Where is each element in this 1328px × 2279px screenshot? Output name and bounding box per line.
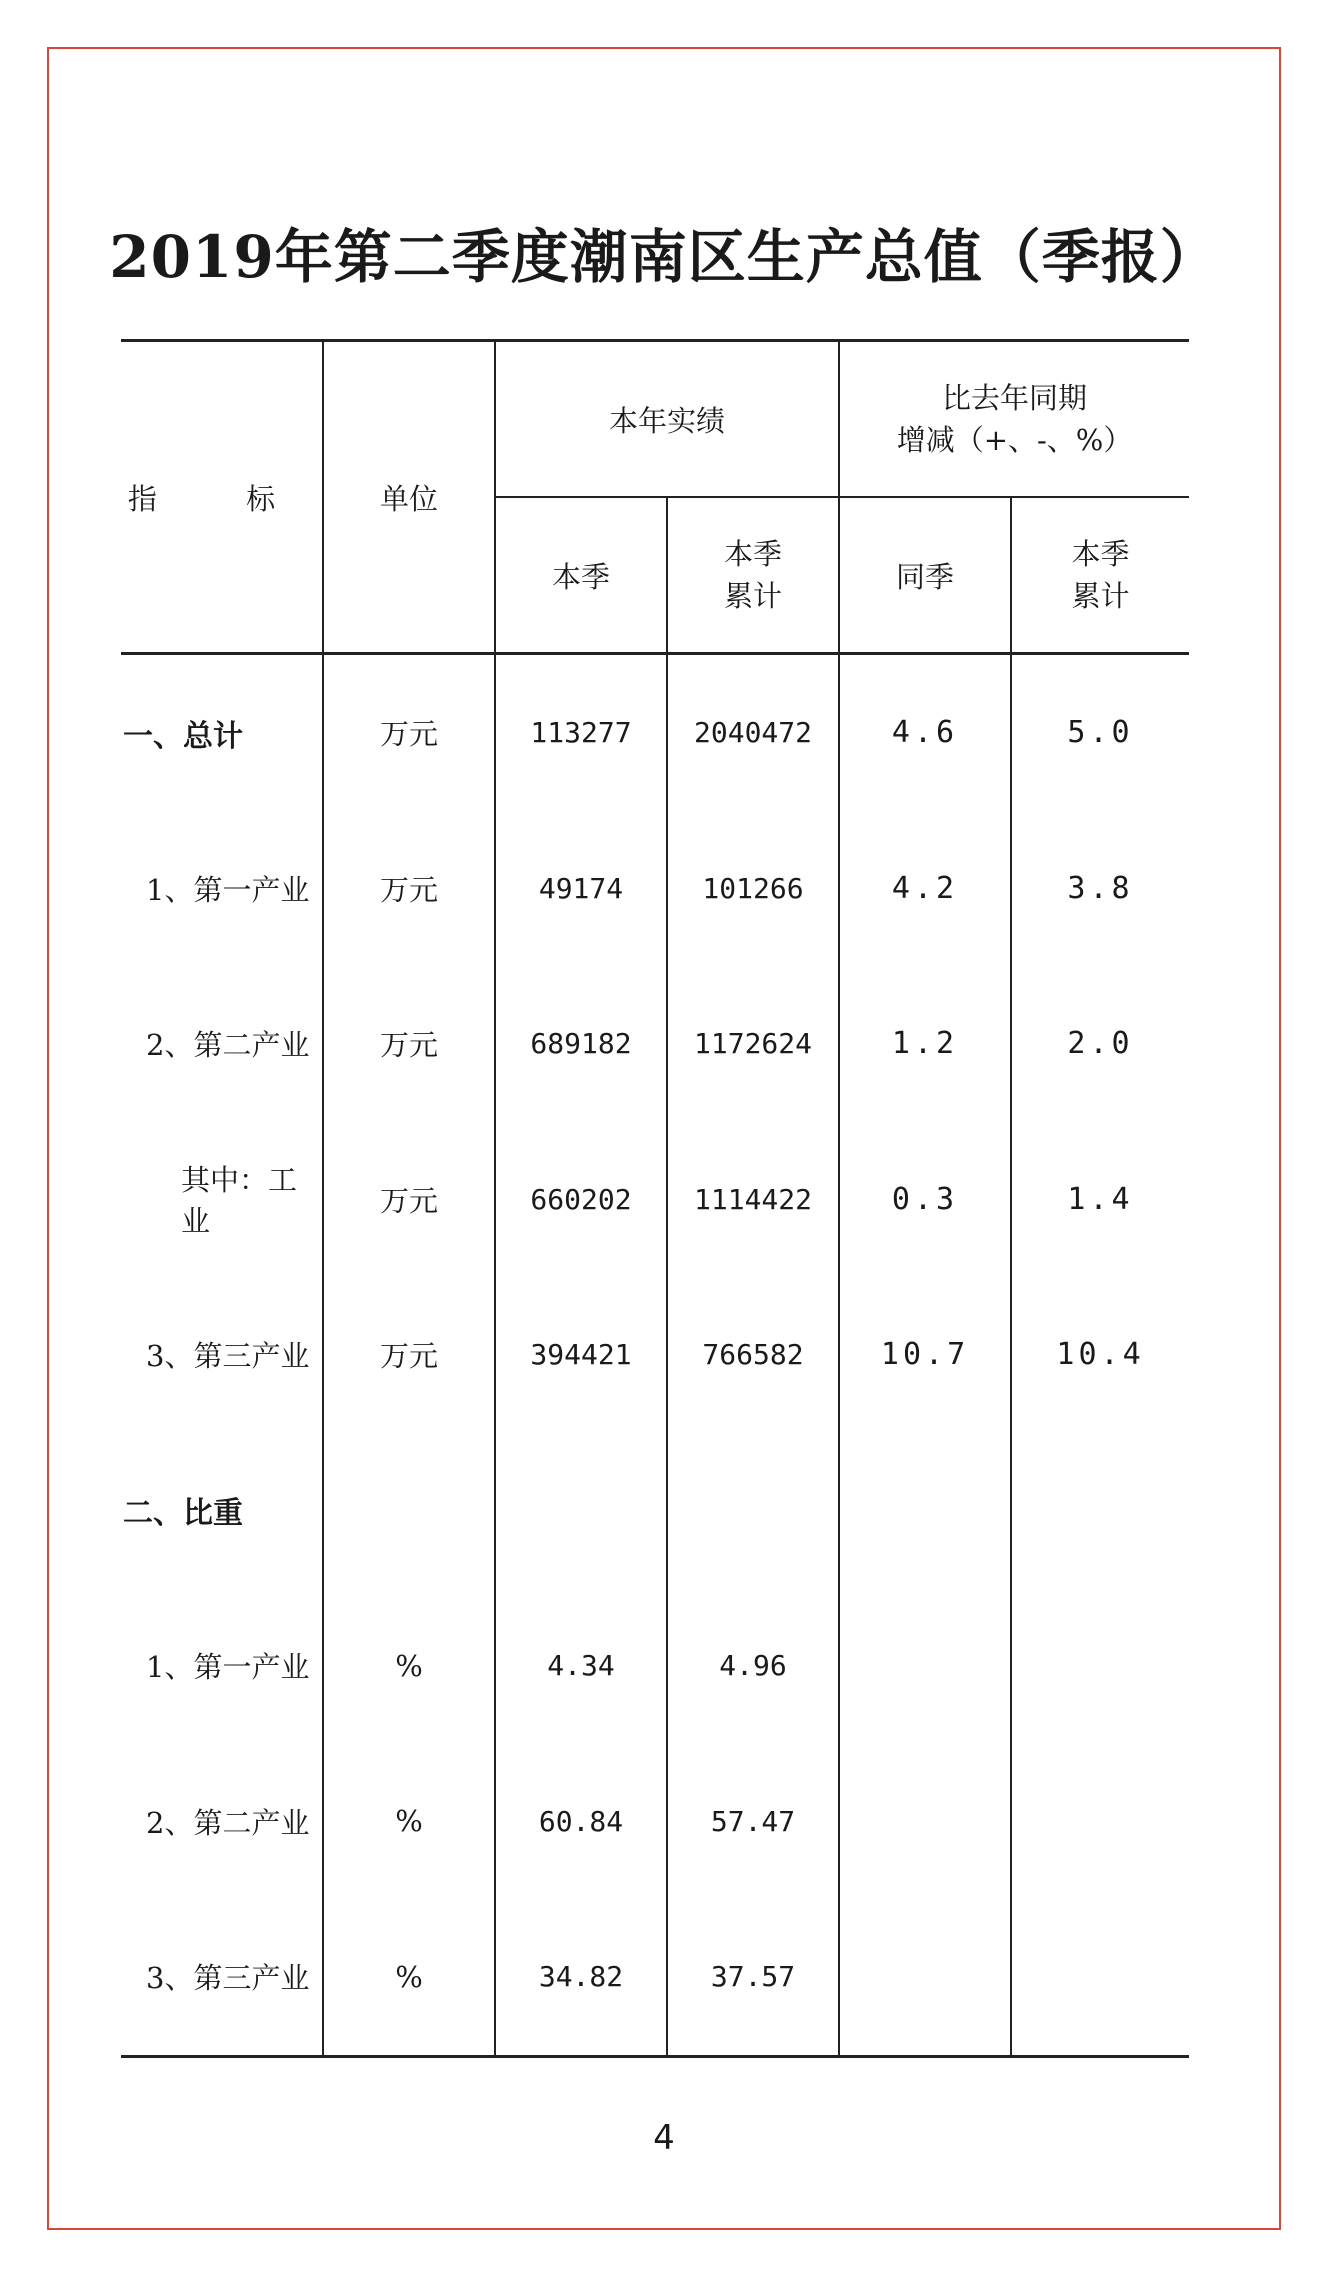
row-label: 1、第一产业 <box>146 872 310 907</box>
row-quarter-value: 60.84 <box>495 1744 667 1900</box>
row-cumulative-value: 101266 <box>667 811 839 967</box>
row-unit: 万元 <box>323 654 495 811</box>
row-yoy-quarter: 10.7 <box>839 1277 1011 1433</box>
row-yoy-quarter: 1.2 <box>839 966 1011 1122</box>
header-cumulative: 本季 累计 <box>667 497 839 654</box>
table-row <box>121 811 1189 967</box>
row-yoy-cumulative <box>1011 1744 1189 1900</box>
row-cumulative-value: 1114422 <box>667 1122 839 1278</box>
row-yoy-quarter <box>839 1744 1011 1900</box>
table-row <box>121 966 1189 1122</box>
row-yoy-cumulative <box>1011 1588 1189 1744</box>
row-yoy-cumulative: 10.4 <box>1011 1277 1189 1433</box>
row-yoy-quarter <box>839 1433 1011 1589</box>
header-indicator: 指 标 <box>121 341 323 654</box>
row-cumulative-value: 766582 <box>667 1277 839 1433</box>
row-cumulative-value: 4.96 <box>667 1588 839 1744</box>
row-label: 其中：工业 <box>181 1163 298 1239</box>
page-number: 4 <box>653 2118 675 2158</box>
table-row <box>121 1744 1189 1900</box>
row-quarter-value: 49174 <box>495 811 667 967</box>
row-quarter-value: 113277 <box>495 654 667 811</box>
row-unit: % <box>323 1899 495 2056</box>
row-unit <box>323 1433 495 1589</box>
row-label: 1、第一产业 <box>146 1650 310 1685</box>
row-quarter-value: 394421 <box>495 1277 667 1433</box>
table-row <box>121 1899 1189 2056</box>
table-row <box>121 1433 1189 1589</box>
row-quarter-value: 34.82 <box>495 1899 667 2056</box>
row-label: 2、第二产业 <box>146 1805 310 1840</box>
table-row <box>121 1277 1189 1433</box>
row-unit: 万元 <box>323 811 495 967</box>
row-label: 一、总计 <box>123 718 243 754</box>
row-yoy-quarter <box>839 1588 1011 1744</box>
row-yoy-cumulative: 3.8 <box>1011 811 1189 967</box>
row-unit: % <box>323 1588 495 1744</box>
table-row <box>121 1588 1189 1744</box>
row-cumulative-value: 37.57 <box>667 1899 839 2056</box>
header-change-group: 比去年同期 增减（+、-、%） <box>839 341 1189 498</box>
row-label: 3、第三产业 <box>146 1339 310 1374</box>
table-row <box>121 1122 1189 1278</box>
row-yoy-quarter: 4.2 <box>839 811 1011 967</box>
row-unit: 万元 <box>323 1277 495 1433</box>
row-yoy-quarter: 0.3 <box>839 1122 1011 1278</box>
header-change-cumulative: 本季 累计 <box>1011 497 1189 654</box>
row-quarter-value: 689182 <box>495 966 667 1122</box>
row-label: 二、比重 <box>123 1496 243 1532</box>
row-yoy-cumulative <box>1011 1899 1189 2056</box>
row-unit: % <box>323 1744 495 1900</box>
row-cumulative-value: 2040472 <box>667 654 839 811</box>
row-unit: 万元 <box>323 966 495 1122</box>
row-label: 3、第三产业 <box>121 1899 323 2056</box>
header-this-quarter: 本季 <box>495 497 667 654</box>
row-cumulative-value <box>667 1433 839 1589</box>
row-yoy-quarter <box>839 1899 1011 2056</box>
row-yoy-cumulative <box>1011 1433 1189 1589</box>
row-quarter-value <box>495 1433 667 1589</box>
row-label: 2、第二产业 <box>146 1028 310 1063</box>
page-title: 2019年第二季度潮南区生产总值（季报） <box>109 223 1219 291</box>
row-yoy-cumulative: 2.0 <box>1011 966 1189 1122</box>
row-quarter-value: 660202 <box>495 1122 667 1278</box>
table-row <box>121 654 1189 811</box>
row-yoy-quarter: 4.6 <box>839 654 1011 811</box>
row-quarter-value: 4.34 <box>495 1588 667 1744</box>
row-yoy-cumulative: 1.4 <box>1011 1122 1189 1278</box>
gdp-table <box>121 339 1189 2058</box>
row-yoy-cumulative: 5.0 <box>1011 654 1189 811</box>
row-cumulative-value: 57.47 <box>667 1744 839 1900</box>
header-same-quarter: 同季 <box>839 497 1011 654</box>
row-cumulative-value: 1172624 <box>667 966 839 1122</box>
row-unit: 万元 <box>323 1122 495 1278</box>
header-unit: 单位 <box>323 341 495 654</box>
header-actual-group: 本年实绩 <box>495 341 839 498</box>
